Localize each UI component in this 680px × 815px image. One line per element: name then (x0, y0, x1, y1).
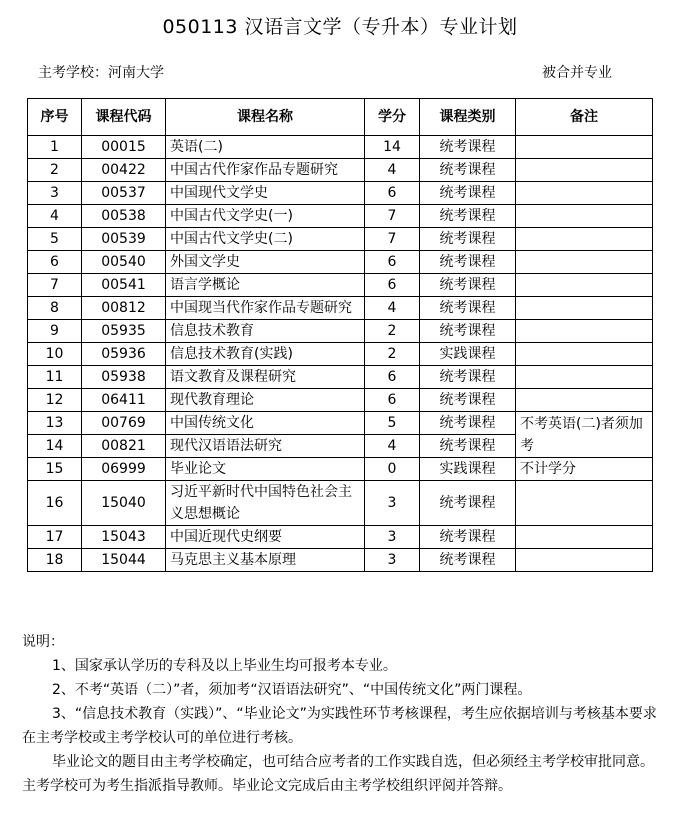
row-type: 统考课程 (420, 320, 516, 343)
row-remark (516, 136, 653, 159)
table-row (28, 274, 653, 297)
table-row (28, 481, 653, 526)
row-remark (516, 366, 653, 389)
row-remark-merged: 不考英语(二)者须加考 (516, 412, 653, 458)
row-no: 16 (28, 481, 82, 526)
header-name: 课程名称 (166, 99, 365, 136)
note-item-2: 2、不考“英语（二）”者，须加考“汉语语法研究”、“中国传统文化”两门课程。 (52, 682, 532, 698)
row-type: 统考课程 (420, 412, 516, 435)
row-credit: 3 (365, 481, 420, 526)
row-credit: 7 (365, 228, 420, 251)
row-no: 5 (28, 228, 82, 251)
row-type: 统考课程 (420, 297, 516, 320)
row-credit: 6 (365, 251, 420, 274)
row-no: 2 (28, 159, 82, 182)
table-row (28, 389, 653, 412)
row-type: 统考课程 (420, 366, 516, 389)
row-remark (516, 549, 653, 572)
row-type: 统考课程 (420, 182, 516, 205)
row-name: 信息技术教育 (166, 320, 365, 343)
row-no: 12 (28, 389, 82, 412)
row-type: 统考课程 (420, 389, 516, 412)
page-title: 050113 汉语言文学（专升本）专业计划 (162, 16, 518, 38)
row-type: 统考课程 (420, 136, 516, 159)
row-code: 06411 (82, 389, 166, 412)
row-remark (516, 159, 653, 182)
row-code: 00015 (82, 136, 166, 159)
table-row (28, 526, 653, 549)
row-remark (516, 481, 653, 526)
row-code: 00812 (82, 297, 166, 320)
note-item-4: 毕业论文的题目由主考学校确定，也可结合应考者的工作实践自选，但必须经主考学校审批同意。主考学校可为考生指派指导教师。毕业论文完成后由主考学校组织评阅并答辩。 (22, 754, 654, 794)
row-type: 统考课程 (420, 228, 516, 251)
table-row (28, 205, 653, 228)
row-code: 00422 (82, 159, 166, 182)
row-code: 05935 (82, 320, 166, 343)
row-remark (516, 228, 653, 251)
row-credit: 5 (365, 412, 420, 435)
row-type: 统考课程 (420, 205, 516, 228)
row-no: 6 (28, 251, 82, 274)
row-remark (516, 182, 653, 205)
school-label: 主考学校：河南大学 (38, 65, 164, 81)
row-code: 00769 (82, 412, 166, 435)
table-row (28, 458, 653, 481)
table-row (28, 366, 653, 389)
row-type: 统考课程 (420, 549, 516, 572)
row-name: 英语(二) (166, 136, 365, 159)
row-credit: 4 (365, 159, 420, 182)
row-credit: 7 (365, 205, 420, 228)
table-row (28, 228, 653, 251)
header-type: 课程类别 (420, 99, 516, 136)
row-code: 06999 (82, 458, 166, 481)
row-code: 15044 (82, 549, 166, 572)
row-no: 1 (28, 136, 82, 159)
notes-heading: 说明： (22, 634, 64, 650)
row-no: 10 (28, 343, 82, 366)
row-code: 00821 (82, 435, 166, 458)
row-code: 15040 (82, 481, 166, 526)
row-name: 现代教育理论 (166, 389, 365, 412)
row-name: 中国近现代史纲要 (166, 526, 365, 549)
row-no: 9 (28, 320, 82, 343)
row-name: 中国现当代作家作品专题研究 (166, 297, 365, 320)
row-credit: 6 (365, 389, 420, 412)
row-remark (516, 274, 653, 297)
note-item-3: 3、“信息技术教育（实践）”、“毕业论文”为实践性环节考核课程，考生应依据培训与考核基本要求在主考学校或主考学校认可的单位进行考核。 (22, 706, 657, 746)
table-row (28, 251, 653, 274)
row-name: 中国古代文学史(一) (166, 205, 365, 228)
table-row (28, 136, 653, 159)
row-code: 05938 (82, 366, 166, 389)
row-remark (516, 320, 653, 343)
row-name: 语文教育及课程研究 (166, 366, 365, 389)
row-type: 统考课程 (420, 159, 516, 182)
row-type: 实践课程 (420, 458, 516, 481)
table-row (28, 549, 653, 572)
row-credit: 2 (365, 343, 420, 366)
row-no: 4 (28, 205, 82, 228)
row-remark: 不计学分 (516, 458, 653, 481)
row-type: 统考课程 (420, 481, 516, 526)
row-code: 00539 (82, 228, 166, 251)
row-name: 中国古代作家作品专题研究 (166, 159, 365, 182)
row-code: 15043 (82, 526, 166, 549)
row-name: 习近平新时代中国特色社会主义思想概论 (166, 481, 365, 526)
table-row (28, 159, 653, 182)
table-row (28, 320, 653, 343)
row-credit: 0 (365, 458, 420, 481)
header-remark: 备注 (516, 99, 653, 136)
row-name: 中国古代文学史(二) (166, 228, 365, 251)
row-no: 7 (28, 274, 82, 297)
row-credit: 6 (365, 274, 420, 297)
row-remark (516, 205, 653, 228)
row-credit: 6 (365, 366, 420, 389)
row-name: 外国文学史 (166, 251, 365, 274)
row-credit: 4 (365, 435, 420, 458)
row-no: 11 (28, 366, 82, 389)
row-credit: 6 (365, 182, 420, 205)
row-no: 3 (28, 182, 82, 205)
row-credit: 2 (365, 320, 420, 343)
row-name: 毕业论文 (166, 458, 365, 481)
table-header-row (28, 99, 653, 136)
row-remark (516, 343, 653, 366)
row-remark (516, 526, 653, 549)
table-row (28, 343, 653, 366)
row-type: 实践课程 (420, 343, 516, 366)
row-no: 8 (28, 297, 82, 320)
row-remark (516, 297, 653, 320)
row-name: 马克思主义基本原理 (166, 549, 365, 572)
row-type: 统考课程 (420, 526, 516, 549)
row-name: 语言学概论 (166, 274, 365, 297)
row-no: 17 (28, 526, 82, 549)
row-credit: 14 (365, 136, 420, 159)
header-code: 课程代码 (82, 99, 166, 136)
table-row (28, 182, 653, 205)
header-credit: 学分 (365, 99, 420, 136)
row-code: 05936 (82, 343, 166, 366)
table-row (28, 412, 653, 435)
row-code: 00537 (82, 182, 166, 205)
row-no: 15 (28, 458, 82, 481)
row-no: 14 (28, 435, 82, 458)
course-plan-table (27, 98, 653, 572)
row-no: 18 (28, 549, 82, 572)
row-credit: 3 (365, 549, 420, 572)
row-remark (516, 389, 653, 412)
note-item-1: 1、国家承认学历的专科及以上毕业生均可报考本专业。 (52, 658, 397, 674)
row-remark (516, 251, 653, 274)
row-type: 统考课程 (420, 251, 516, 274)
header-no: 序号 (28, 99, 82, 136)
row-code: 00538 (82, 205, 166, 228)
row-no: 13 (28, 412, 82, 435)
row-name: 现代汉语语法研究 (166, 435, 365, 458)
row-name: 中国现代文学史 (166, 182, 365, 205)
row-credit: 3 (365, 526, 420, 549)
row-code: 00540 (82, 251, 166, 274)
row-credit: 4 (365, 297, 420, 320)
merged-major-label: 被合并专业 (542, 65, 612, 81)
row-type: 统考课程 (420, 435, 516, 458)
table-row (28, 297, 653, 320)
notes-section (22, 630, 662, 798)
row-code: 00541 (82, 274, 166, 297)
row-type: 统考课程 (420, 274, 516, 297)
row-name: 中国传统文化 (166, 412, 365, 435)
row-name: 信息技术教育(实践) (166, 343, 365, 366)
